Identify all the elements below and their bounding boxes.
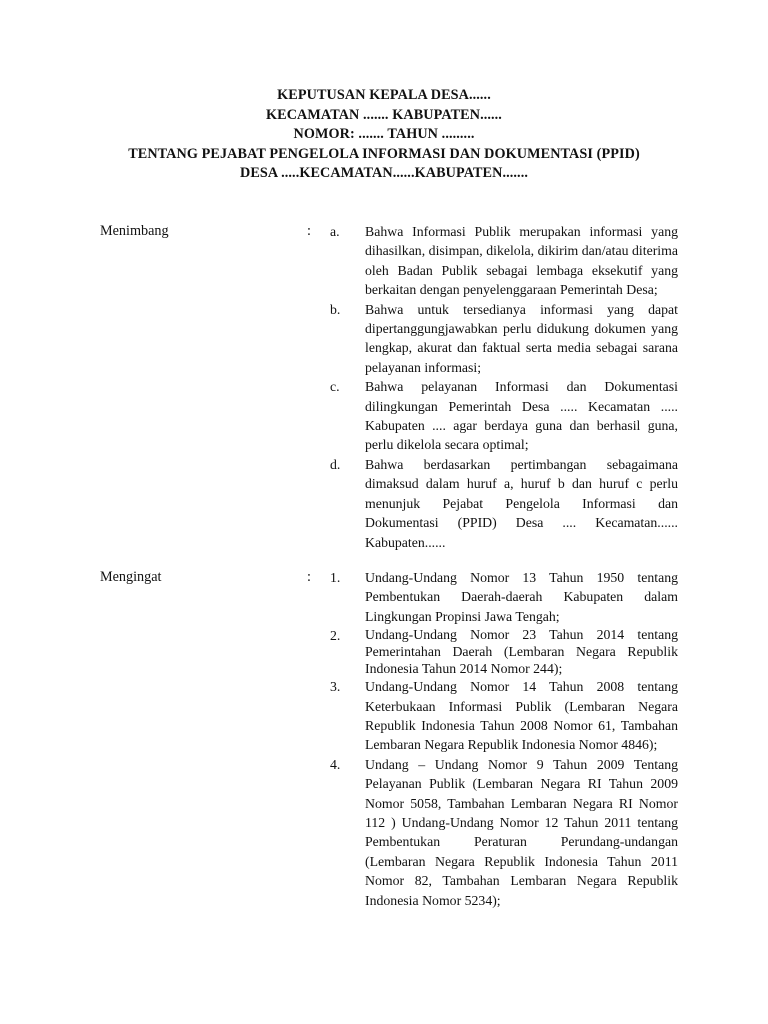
list-item (330, 568, 678, 626)
section-label-mengingat: Mengingat (100, 569, 162, 585)
list-item-marker: 1. (330, 570, 341, 585)
section-colon: : (307, 569, 311, 585)
title-line-number: NOMOR: ....... TAHUN ......... (293, 126, 475, 142)
list-item-text: Undang-Undang Nomor 13 Tahun 1950 tentang Pembentukan Daerah-daerah Kabupaten dalam Lingkungan Propinsi Jawa Tengah; (365, 570, 678, 624)
list-item-text: Bahwa Informasi Publik merupakan informasi yang dihasilkan, disimpan, dikelola, dikirim dan/atau diterima oleh Badan Publik sebagai lembaga eksekutif yang berkaitan dengan penyelenggaraan Pemerintah Desa; (365, 224, 678, 298)
list-item (330, 222, 678, 300)
list-item-marker: b. (330, 301, 341, 317)
list-item (330, 300, 678, 378)
list-item-text: Undang – Undang Nomor 9 Tahun 2009 Tentang Pelayanan Publik (Lembaran Negara RI Tahun 2009 Nomor 5058, Tambahan Lembaran Negara RI Nomor 112 ) Undang-Undang Nomor 12 Tahun 2011 tentang Pembentukan Peraturan Perundang-undangan (Lembaran Negara Republik Indonesia Tahun 2011 Nomor 82, Tambahan Lembaran Negara Republik Indonesia Nomor 5234); (365, 756, 678, 908)
title-line-decree: KEPUTUSAN KEPALA DESA...... (277, 87, 491, 103)
menimbang-list (330, 222, 678, 552)
list-item-text: Bahwa berdasarkan pertimbangan sebagaimana dimaksud dalam huruf a, huruf b dan huruf c perlu menunjuk Pejabat Pengelola Informasi dan Dokumentasi (PPID) Desa .... Kecamatan...... Kabupaten...... (365, 456, 678, 550)
mengingat-list (330, 568, 678, 910)
list-item-text: Undang-Undang Nomor 23 Tahun 2014 tentang Pemerintahan Daerah (Lembaran Negara Republik Indonesia Tahun 2014 Nomor 244); (365, 627, 678, 677)
title-line-district: KECAMATAN ....... KABUPATEN...... (266, 106, 502, 123)
list-item-marker: 3. (330, 679, 341, 695)
list-item-text: Undang-Undang Nomor 14 Tahun 2008 tentang Keterbukaan Informasi Publik (Lembaran Negara Republik Indonesia Tahun 2008 Nomor 61, Tambahan Lembaran Negara Republik Indonesia Nomor 4846); (365, 679, 678, 753)
list-item (330, 755, 678, 910)
title-line-village: DESA .....KECAMATAN......KABUPATEN....... (240, 165, 528, 181)
list-item (330, 626, 678, 677)
list-item-marker: a. (330, 224, 340, 239)
list-item (330, 677, 678, 755)
list-item-text: Bahwa untuk tersedianya informasi yang dapat dipertanggungjawabkan perlu didukung dokumen yang lengkap, akurat dan faktual serta media sebagai sarana pelayanan informasi; (365, 301, 678, 375)
list-item-text: Bahwa pelayanan Informasi dan Dokumentasi dilingkungan Pemerintah Desa ..... Kecamatan ..... Kabupaten .... agar berdaya guna dan berhasil guna, perlu dikelola secara optimal; (365, 379, 678, 453)
title-line-subject: TENTANG PEJABAT PENGELOLA INFORMASI DAN DOKUMENTASI (PPID) (128, 145, 640, 162)
list-item-marker: 4. (330, 756, 341, 772)
list-item (330, 377, 678, 455)
list-item-marker: 2. (330, 628, 341, 644)
list-item-marker: d. (330, 456, 341, 472)
document-title (0, 86, 768, 184)
section-colon: : (307, 223, 311, 239)
list-item (330, 455, 678, 552)
list-item-marker: c. (330, 379, 340, 395)
section-label-menimbang: Menimbang (100, 223, 169, 239)
